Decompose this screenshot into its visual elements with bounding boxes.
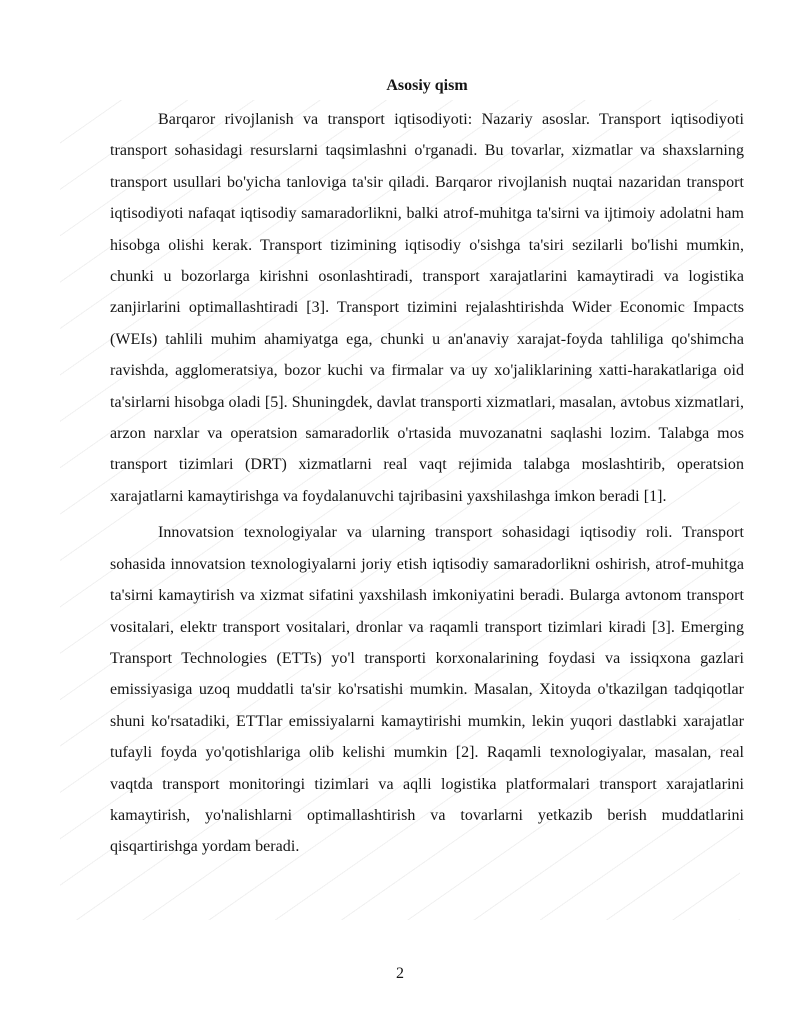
paragraph-innovative-technologies: Innovatsion texnologiyalar va ularning transport sohasidagi iqtisodiy roli. Transport sohasida innovatsion texnologiyalarni joriy etish iqtisodiy samaradorlikni oshirish, atrof-muhitga ta'sirni kamaytirish va xizmat sifatini yaxshilash imkoniyatini beradi. Bularga avtonom transport vositalari, elektr transport vositalari, dronlar va raqamli transport tizimlari kiradi [3]. Emerging Transport Technologies (ETTs) yo'l transporti korxonalarining foydasi va issiqxona gazlari emissiyasiga uzoq muddatli ta'sir ko'rsatishi mumkin. Masalan, Xitoyda o'tkazilgan tadqiqotlar shuni ko'rsatadiki, ETTlar emissiyalarni kamaytirishi mumkin, lekin yuqori dastlabki xarajatlar tufayli foyda yo'qotishlariga olib kelishi mumkin [2]. Raqamli texnologiyalar, masalan, real vaqtda transport monitoringi tizimlari va aqlli logistika platformalari transport xarajatlarini kamaytirish, yo'nalishlarni optimallashtirish va tovarlarni yetkazib berish muddatlarini qisqartirishga yordam beradi. xyxy=(110,524,744,856)
page-body xyxy=(110,74,744,863)
section-heading: Asosiy qism xyxy=(386,77,468,94)
paragraph-sustainable-transport: Barqaror rivojlanish va transport iqtisodiyoti: Nazariy asoslar. Transport iqtisodiyoti transport sohasidagi resurslarni taqsimlashni o'rganadi. Bu tovarlar, xizmatlar va shaxslarning transport usullari bo'yicha tanloviga ta'sir qiladi. Barqaror rivojlanish nuqtai nazaridan transport iqtisodiyoti nafaqat iqtisodiy samaradorlikni, balki atrof-muhitga ta'sirni va ijtimoiy adolatni ham hisobga olishi kerak. Transport tizimining iqtisodiy o'sishga ta'siri sezilarli bo'lishi mumkin, chunki u bozorlarga kirishni osonlashtiradi, transport xarajatlarini kamaytiradi va logistika zanjirlarini optimallashtiradi [3]. Transport tizimini rejalashtirishda Wider Economic Impacts (WEIs) tahlili muhim ahamiyatga ega, chunki u an'anaviy xarajat-foyda tahliliga qo'shimcha ravishda, agglomeratsiya, bozor kuchi va firmalar va uy xo'jaliklarining xatti-harakatlariga oid ta'sirlarni hisobga oladi [5]. Shuningdek, davlat transporti xizmatlari, masalan, avtobus xizmatlari, arzon narxlar va operatsion samaradorlik o'rtasida muvozanatni saqlashi lozim. Talabga mos transport tizimlari (DRT) xizmatlarni real vaqt rejimida talabga moslashtirib, operatsion xarajatlarni kamaytirishga va foydalanuvchi tajribasini yaxshilashga imkon beradi [1]. xyxy=(110,111,744,505)
page-number: 2 xyxy=(396,965,404,982)
